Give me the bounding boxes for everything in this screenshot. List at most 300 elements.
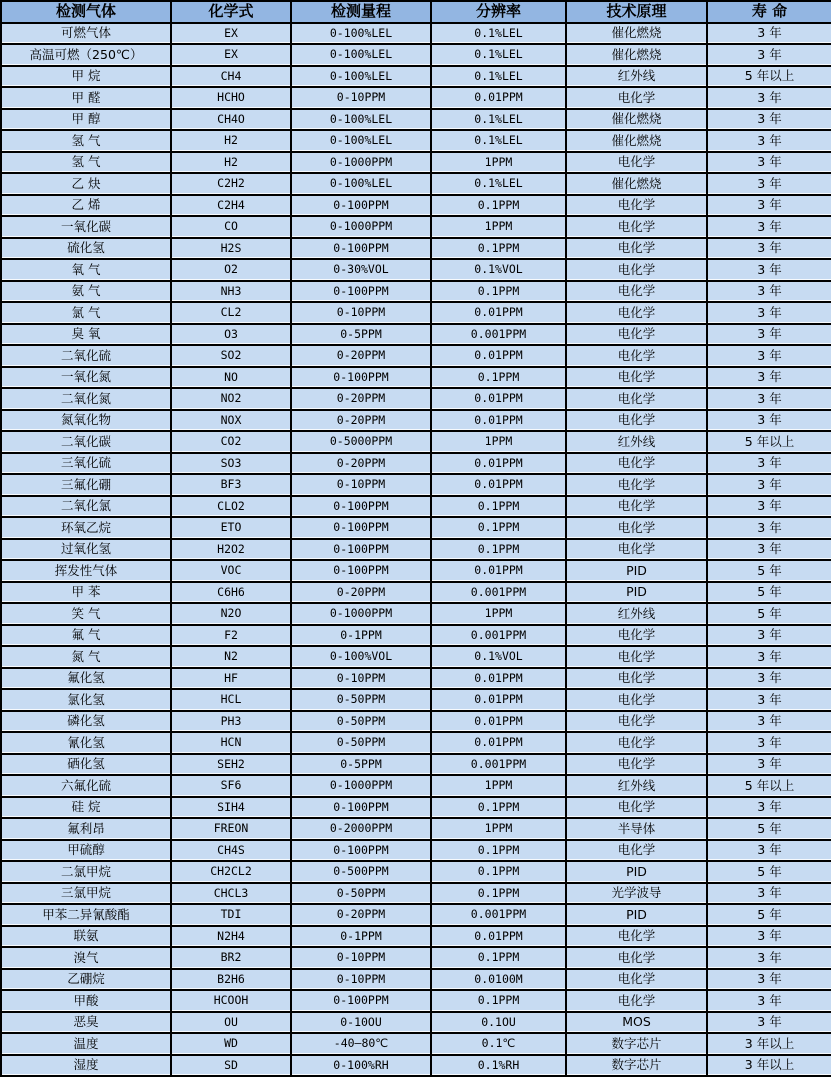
table-cell: 二氯甲烷 bbox=[2, 862, 172, 884]
table-cell: 5 年以上 bbox=[708, 776, 831, 798]
table-cell: 氰化氢 bbox=[2, 733, 172, 755]
table-cell: 0.01PPM bbox=[432, 690, 567, 712]
table-cell: 3 年 bbox=[708, 755, 831, 777]
table-cell: 电化学 bbox=[567, 239, 708, 261]
table-cell: 硅 烷 bbox=[2, 798, 172, 820]
table-row bbox=[2, 755, 831, 777]
table-cell: SO2 bbox=[172, 346, 292, 368]
table-cell: 甲苯二异氰酸酯 bbox=[2, 905, 172, 927]
table-cell: 电化学 bbox=[567, 518, 708, 540]
table-cell: 0.1%LEL bbox=[432, 131, 567, 153]
table-cell: 电化学 bbox=[567, 411, 708, 433]
table-cell: 1PPM bbox=[432, 604, 567, 626]
table-cell: 氧 气 bbox=[2, 260, 172, 282]
table-row bbox=[2, 583, 831, 605]
table-cell: 硒化氢 bbox=[2, 755, 172, 777]
table-cell: 三氯甲烷 bbox=[2, 884, 172, 906]
table-cell: OU bbox=[172, 1013, 292, 1035]
table-cell: 氮 气 bbox=[2, 647, 172, 669]
table-cell: 电化学 bbox=[567, 260, 708, 282]
table-cell: 氯 气 bbox=[2, 303, 172, 325]
table-cell: 0.01PPM bbox=[432, 712, 567, 734]
table-row bbox=[2, 927, 831, 949]
table-cell: 甲 醛 bbox=[2, 88, 172, 110]
table-cell: SF6 bbox=[172, 776, 292, 798]
table-cell: 0.01PPM bbox=[432, 475, 567, 497]
table-cell: 0-20PPM bbox=[292, 454, 432, 476]
table-cell: 3 年 bbox=[708, 475, 831, 497]
table-cell: 0.1PPM bbox=[432, 239, 567, 261]
table-cell: 电化学 bbox=[567, 497, 708, 519]
table-cell: 0-100PPM bbox=[292, 540, 432, 562]
table-cell: 二氧化氮 bbox=[2, 389, 172, 411]
table-cell: 0.1%VOL bbox=[432, 260, 567, 282]
table-cell: H2S bbox=[172, 239, 292, 261]
table-cell: HCOOH bbox=[172, 991, 292, 1013]
table-cell: CL2 bbox=[172, 303, 292, 325]
table-row bbox=[2, 991, 831, 1013]
table-cell: 0-1000PPM bbox=[292, 604, 432, 626]
table-cell: 0-10PPM bbox=[292, 970, 432, 992]
table-cell: 0.001PPM bbox=[432, 583, 567, 605]
table-cell: 0-20PPM bbox=[292, 583, 432, 605]
table-cell: CH4S bbox=[172, 841, 292, 863]
table-cell: H2 bbox=[172, 131, 292, 153]
table-cell: 高温可燃（250℃） bbox=[2, 45, 172, 67]
table-cell: 氟化氢 bbox=[2, 669, 172, 691]
table-cell: 磷化氢 bbox=[2, 712, 172, 734]
table-cell: 3 年 bbox=[708, 303, 831, 325]
table-cell: 3 年 bbox=[708, 991, 831, 1013]
table-cell: 3 年 bbox=[708, 970, 831, 992]
table-cell: HCL bbox=[172, 690, 292, 712]
table-cell: 0-100PPM bbox=[292, 518, 432, 540]
table-cell: N2H4 bbox=[172, 927, 292, 949]
table-cell: 电化学 bbox=[567, 712, 708, 734]
table-cell: EX bbox=[172, 45, 292, 67]
table-row bbox=[2, 110, 831, 132]
table-cell: 0-100PPM bbox=[292, 841, 432, 863]
table-cell: 3 年 bbox=[708, 927, 831, 949]
table-cell: 3 年 bbox=[708, 217, 831, 239]
table-row bbox=[2, 475, 831, 497]
table-cell: 0.1PPM bbox=[432, 841, 567, 863]
table-cell: 0-50PPM bbox=[292, 884, 432, 906]
table-cell: 1PPM bbox=[432, 819, 567, 841]
table-cell: NOX bbox=[172, 411, 292, 433]
table-cell: 3 年 bbox=[708, 153, 831, 175]
table-row bbox=[2, 88, 831, 110]
table-cell: PH3 bbox=[172, 712, 292, 734]
table-cell: 0-1PPM bbox=[292, 927, 432, 949]
table-cell: 5 年 bbox=[708, 583, 831, 605]
table-row bbox=[2, 690, 831, 712]
table-cell: BF3 bbox=[172, 475, 292, 497]
table-row bbox=[2, 776, 831, 798]
table-cell: NO2 bbox=[172, 389, 292, 411]
table-cell: 电化学 bbox=[567, 88, 708, 110]
table-cell: 3 年以上 bbox=[708, 1034, 831, 1056]
table-cell: 0-10OU bbox=[292, 1013, 432, 1035]
table-cell: 0-10PPM bbox=[292, 669, 432, 691]
table-cell: 0.001PPM bbox=[432, 755, 567, 777]
table-row bbox=[2, 67, 831, 89]
table-cell: 3 年 bbox=[708, 540, 831, 562]
table-cell: 0.1%LEL bbox=[432, 174, 567, 196]
table-cell: 0-100PPM bbox=[292, 991, 432, 1013]
table-cell: 0.1PPM bbox=[432, 196, 567, 218]
table-cell: EX bbox=[172, 24, 292, 46]
table-cell: 0.1PPM bbox=[432, 497, 567, 519]
table-cell: 电化学 bbox=[567, 647, 708, 669]
table-cell: 电化学 bbox=[567, 970, 708, 992]
header-cell-resolution: 分辨率 bbox=[432, 2, 567, 24]
table-cell: 0.1OU bbox=[432, 1013, 567, 1035]
table-cell: 5 年以上 bbox=[708, 67, 831, 89]
table-cell: 0-100PPM bbox=[292, 798, 432, 820]
table-cell: PID bbox=[567, 862, 708, 884]
table-cell: 0.1PPM bbox=[432, 884, 567, 906]
table-cell: 一氧化氮 bbox=[2, 368, 172, 390]
table-row bbox=[2, 841, 831, 863]
table-cell: 过氧化氢 bbox=[2, 540, 172, 562]
table-cell: CH4 bbox=[172, 67, 292, 89]
table-cell: 硫化氢 bbox=[2, 239, 172, 261]
table-cell: 0.1%LEL bbox=[432, 45, 567, 67]
table-row bbox=[2, 497, 831, 519]
table-cell: 环氧乙烷 bbox=[2, 518, 172, 540]
table-row bbox=[2, 798, 831, 820]
table-cell: 0.01PPM bbox=[432, 561, 567, 583]
table-cell: SO3 bbox=[172, 454, 292, 476]
table-cell: 0-1PPM bbox=[292, 626, 432, 648]
table-row bbox=[2, 131, 831, 153]
table-cell: 3 年 bbox=[708, 454, 831, 476]
table-cell: 乙 烯 bbox=[2, 196, 172, 218]
table-cell: 电化学 bbox=[567, 540, 708, 562]
table-cell: PID bbox=[567, 905, 708, 927]
table-cell: NO bbox=[172, 368, 292, 390]
table-cell: O2 bbox=[172, 260, 292, 282]
table-cell: 半导体 bbox=[567, 819, 708, 841]
table-cell: 电化学 bbox=[567, 948, 708, 970]
table-cell: 三氧化硫 bbox=[2, 454, 172, 476]
table-cell: 0-100PPM bbox=[292, 282, 432, 304]
table-cell: 0-100%VOL bbox=[292, 647, 432, 669]
table-cell: 0-100%LEL bbox=[292, 45, 432, 67]
table-cell: 0-10PPM bbox=[292, 88, 432, 110]
table-cell: 0.01PPM bbox=[432, 454, 567, 476]
table-row bbox=[2, 346, 831, 368]
table-row bbox=[2, 518, 831, 540]
table-cell: 氟 气 bbox=[2, 626, 172, 648]
table-row bbox=[2, 819, 831, 841]
table-cell: 0.001PPM bbox=[432, 905, 567, 927]
table-cell: 3 年 bbox=[708, 389, 831, 411]
table-row bbox=[2, 217, 831, 239]
table-cell: SEH2 bbox=[172, 755, 292, 777]
table-cell: 0-100%LEL bbox=[292, 24, 432, 46]
table-cell: 3 年 bbox=[708, 239, 831, 261]
table-cell: 光学波导 bbox=[567, 884, 708, 906]
header-cell-gas: 检测气体 bbox=[2, 2, 172, 24]
table-row bbox=[2, 604, 831, 626]
table-cell: 0.01PPM bbox=[432, 303, 567, 325]
table-cell: 红外线 bbox=[567, 776, 708, 798]
table-cell: 3 年 bbox=[708, 260, 831, 282]
table-cell: 3 年 bbox=[708, 669, 831, 691]
table-cell: 甲硫醇 bbox=[2, 841, 172, 863]
table-cell: 数字芯片 bbox=[567, 1056, 708, 1077]
table-cell: 0.1PPM bbox=[432, 948, 567, 970]
table-cell: 0-5PPM bbox=[292, 325, 432, 347]
table-cell: 催化燃烧 bbox=[567, 174, 708, 196]
table-cell: HF bbox=[172, 669, 292, 691]
table-cell: 3 年 bbox=[708, 282, 831, 304]
table-cell: 电化学 bbox=[567, 755, 708, 777]
table-cell: 0-100%RH bbox=[292, 1056, 432, 1077]
header-cell-lifespan: 寿 命 bbox=[708, 2, 831, 24]
table-cell: 0.1PPM bbox=[432, 282, 567, 304]
table-cell: 电化学 bbox=[567, 475, 708, 497]
table-cell: 0.1%VOL bbox=[432, 647, 567, 669]
table-row bbox=[2, 282, 831, 304]
table-cell: 0.01PPM bbox=[432, 389, 567, 411]
table-row bbox=[2, 454, 831, 476]
table-cell: 0-50PPM bbox=[292, 733, 432, 755]
table-cell: 0.1PPM bbox=[432, 368, 567, 390]
table-cell: 臭 氧 bbox=[2, 325, 172, 347]
table-cell: 1PPM bbox=[432, 153, 567, 175]
table-cell: 3 年 bbox=[708, 325, 831, 347]
table-row bbox=[2, 884, 831, 906]
table-row bbox=[2, 432, 831, 454]
table-cell: 电化学 bbox=[567, 733, 708, 755]
table-row bbox=[2, 1013, 831, 1035]
table-header bbox=[2, 2, 831, 24]
table-cell: 0-100%LEL bbox=[292, 67, 432, 89]
table-cell: 0-20PPM bbox=[292, 389, 432, 411]
table-cell: 3 年 bbox=[708, 411, 831, 433]
table-cell: 0-100PPM bbox=[292, 196, 432, 218]
table-cell: 3 年 bbox=[708, 798, 831, 820]
table-cell: 电化学 bbox=[567, 303, 708, 325]
table-cell: 三氟化硼 bbox=[2, 475, 172, 497]
table-cell: N2 bbox=[172, 647, 292, 669]
table-row bbox=[2, 24, 831, 46]
table-cell: 电化学 bbox=[567, 841, 708, 863]
table-cell: 0.01PPM bbox=[432, 669, 567, 691]
table-cell: 0-100%LEL bbox=[292, 110, 432, 132]
table-cell: SD bbox=[172, 1056, 292, 1077]
table-cell: CH4O bbox=[172, 110, 292, 132]
table-cell: 3 年 bbox=[708, 497, 831, 519]
table-cell: 1PPM bbox=[432, 776, 567, 798]
table-cell: 0.01PPM bbox=[432, 927, 567, 949]
table-cell: 3 年 bbox=[708, 110, 831, 132]
table-cell: H2O2 bbox=[172, 540, 292, 562]
table-cell: 电化学 bbox=[567, 346, 708, 368]
table-cell: 电化学 bbox=[567, 690, 708, 712]
table-row bbox=[2, 540, 831, 562]
table-cell: 0-1000PPM bbox=[292, 153, 432, 175]
table-cell: 3 年 bbox=[708, 1013, 831, 1035]
table-cell: 电化学 bbox=[567, 153, 708, 175]
table-row bbox=[2, 561, 831, 583]
table-cell: 甲 醇 bbox=[2, 110, 172, 132]
header-cell-formula: 化学式 bbox=[172, 2, 292, 24]
table-cell: CLO2 bbox=[172, 497, 292, 519]
table-cell: 0.1%LEL bbox=[432, 24, 567, 46]
table-cell: 乙硼烷 bbox=[2, 970, 172, 992]
table-cell: 电化学 bbox=[567, 282, 708, 304]
table-cell: PID bbox=[567, 561, 708, 583]
table-row bbox=[2, 260, 831, 282]
table-cell: 氢 气 bbox=[2, 153, 172, 175]
table-row bbox=[2, 970, 831, 992]
table-cell: 0-5000PPM bbox=[292, 432, 432, 454]
table-cell: 电化学 bbox=[567, 927, 708, 949]
table-cell: B2H6 bbox=[172, 970, 292, 992]
table-row bbox=[2, 239, 831, 261]
table-cell: 0.001PPM bbox=[432, 626, 567, 648]
table-cell: 3 年 bbox=[708, 626, 831, 648]
table-cell: 0.01PPM bbox=[432, 346, 567, 368]
table-cell: 0.1PPM bbox=[432, 798, 567, 820]
table-cell: BR2 bbox=[172, 948, 292, 970]
table-cell: 二氧化氯 bbox=[2, 497, 172, 519]
table-cell: 0-100PPM bbox=[292, 239, 432, 261]
table-cell: 3 年 bbox=[708, 647, 831, 669]
table-cell: 3 年 bbox=[708, 690, 831, 712]
table-cell: 二氧化硫 bbox=[2, 346, 172, 368]
table-cell: 0-500PPM bbox=[292, 862, 432, 884]
table-cell: 催化燃烧 bbox=[567, 45, 708, 67]
table-cell: 温度 bbox=[2, 1034, 172, 1056]
table-row bbox=[2, 905, 831, 927]
table-row bbox=[2, 368, 831, 390]
table-cell: 3 年 bbox=[708, 712, 831, 734]
table-row bbox=[2, 325, 831, 347]
table-cell: 甲 苯 bbox=[2, 583, 172, 605]
table-cell: CHCL3 bbox=[172, 884, 292, 906]
table-cell: 红外线 bbox=[567, 432, 708, 454]
table-cell: 氟利昂 bbox=[2, 819, 172, 841]
table-row bbox=[2, 1056, 831, 1077]
table-cell: NH3 bbox=[172, 282, 292, 304]
table-cell: 0-10PPM bbox=[292, 948, 432, 970]
table-cell: 电化学 bbox=[567, 669, 708, 691]
table-cell: 电化学 bbox=[567, 217, 708, 239]
table-row bbox=[2, 862, 831, 884]
table-cell: 3 年 bbox=[708, 368, 831, 390]
table-cell: 电化学 bbox=[567, 991, 708, 1013]
table-cell: ETO bbox=[172, 518, 292, 540]
table-cell: 3 年 bbox=[708, 88, 831, 110]
table-cell: 0.01PPM bbox=[432, 733, 567, 755]
table-row bbox=[2, 411, 831, 433]
table-cell: 0.1PPM bbox=[432, 518, 567, 540]
table-cell: 3 年 bbox=[708, 948, 831, 970]
table-cell: 3 年 bbox=[708, 45, 831, 67]
table-cell: 3 年 bbox=[708, 196, 831, 218]
table-cell: 0.1PPM bbox=[432, 862, 567, 884]
header-row bbox=[2, 2, 831, 24]
table-cell: 电化学 bbox=[567, 325, 708, 347]
table-cell: 3 年 bbox=[708, 174, 831, 196]
table-cell: 甲酸 bbox=[2, 991, 172, 1013]
table-cell: HCN bbox=[172, 733, 292, 755]
table-cell: VOC bbox=[172, 561, 292, 583]
table-cell: 0-5PPM bbox=[292, 755, 432, 777]
table-cell: 1PPM bbox=[432, 217, 567, 239]
table-cell: 5 年 bbox=[708, 561, 831, 583]
table-cell: 3 年 bbox=[708, 24, 831, 46]
table-cell: 氮氧化物 bbox=[2, 411, 172, 433]
table-cell: C6H6 bbox=[172, 583, 292, 605]
table-row bbox=[2, 948, 831, 970]
table-cell: 0-50PPM bbox=[292, 690, 432, 712]
table-cell: 0.1%LEL bbox=[432, 67, 567, 89]
table-row bbox=[2, 389, 831, 411]
table-cell: CO bbox=[172, 217, 292, 239]
header-cell-principle: 技术原理 bbox=[567, 2, 708, 24]
table-row bbox=[2, 196, 831, 218]
table-cell: 可燃气体 bbox=[2, 24, 172, 46]
table-cell: 3 年 bbox=[708, 733, 831, 755]
table-cell: 5 年 bbox=[708, 819, 831, 841]
table-cell: N2O bbox=[172, 604, 292, 626]
table-cell: 电化学 bbox=[567, 389, 708, 411]
table-cell: CO2 bbox=[172, 432, 292, 454]
table-cell: 催化燃烧 bbox=[567, 110, 708, 132]
table-cell: 3 年 bbox=[708, 884, 831, 906]
table-cell: 5 年 bbox=[708, 905, 831, 927]
table-cell: 乙 炔 bbox=[2, 174, 172, 196]
table-row bbox=[2, 733, 831, 755]
table-cell: 0-1000PPM bbox=[292, 217, 432, 239]
table-cell: 0.0100M bbox=[432, 970, 567, 992]
table-cell: 催化燃烧 bbox=[567, 131, 708, 153]
table-cell: 0-100PPM bbox=[292, 497, 432, 519]
table-cell: 0-2000PPM bbox=[292, 819, 432, 841]
table-cell: 红外线 bbox=[567, 67, 708, 89]
table-cell: 5 年 bbox=[708, 604, 831, 626]
table-cell: 催化燃烧 bbox=[567, 24, 708, 46]
table-cell: 六氟化硫 bbox=[2, 776, 172, 798]
table-cell: 0-100%LEL bbox=[292, 174, 432, 196]
table-cell: 0-30%VOL bbox=[292, 260, 432, 282]
table-cell: 0.1%LEL bbox=[432, 110, 567, 132]
table-cell: C2H4 bbox=[172, 196, 292, 218]
table-row bbox=[2, 153, 831, 175]
table-cell: 0.001PPM bbox=[432, 325, 567, 347]
table-cell: 3 年 bbox=[708, 841, 831, 863]
table-cell: 0-50PPM bbox=[292, 712, 432, 734]
table-cell: 3 年 bbox=[708, 131, 831, 153]
table-row bbox=[2, 303, 831, 325]
table-cell: FREON bbox=[172, 819, 292, 841]
table-cell: 3 年以上 bbox=[708, 1056, 831, 1077]
table-cell: 电化学 bbox=[567, 196, 708, 218]
table-cell: HCHO bbox=[172, 88, 292, 110]
table-cell: 0-20PPM bbox=[292, 346, 432, 368]
table-cell: C2H2 bbox=[172, 174, 292, 196]
table-cell: 红外线 bbox=[567, 604, 708, 626]
table-cell: 1PPM bbox=[432, 432, 567, 454]
table-cell: 0-100PPM bbox=[292, 368, 432, 390]
table-cell: WD bbox=[172, 1034, 292, 1056]
